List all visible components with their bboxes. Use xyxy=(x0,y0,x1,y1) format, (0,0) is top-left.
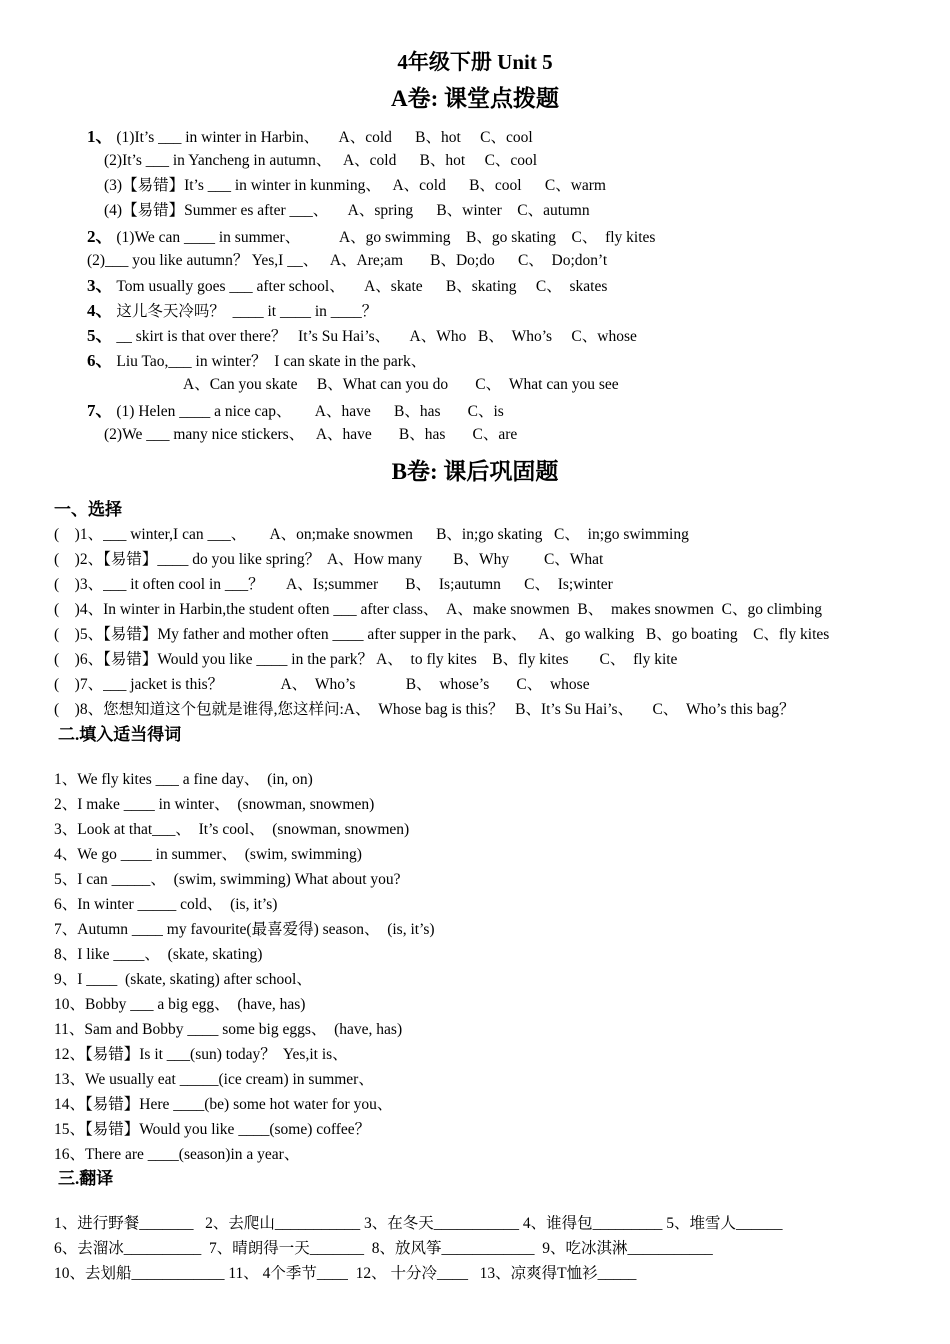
choice-item: ( )8、您想知道这个包就是谁得,您这样问:A、 Whose bag is this？ B、It’s Su Hai’s、 C、 Who’s this bag？ xyxy=(54,701,795,718)
choice-item: ( )7、___ jacket is this？ A、 Who’s B、 whose’s C、 whose xyxy=(54,676,590,693)
fill-item: 8、I like ____、 (skate, skating) xyxy=(54,946,263,963)
choice-item: ( )6、【易错】Would you like ____ in the park？ A、 to fly kites B、fly kites C、 fly kite xyxy=(54,651,678,668)
question-text: (4)【易错】Summer es after ___、 A、spring B、winter C、autumn xyxy=(104,202,590,219)
part-a-line xyxy=(104,176,606,196)
section-3-title: 三.翻译 xyxy=(58,1169,114,1188)
question-number: 1、 xyxy=(87,127,113,146)
part-a-line xyxy=(87,227,655,248)
part-a-line xyxy=(87,351,426,372)
part-a-line xyxy=(104,425,517,445)
fill-item: 7、Autumn ____ my favourite(最喜爱得) season、 (is, it’s) xyxy=(54,921,435,938)
section-1-title: 一、选择 xyxy=(54,500,122,519)
fill-item: 5、I can _____、 (swim, swimming) What about you? xyxy=(54,871,401,888)
question-text: 这儿冬天冷吗？ ____ it ____ in ____？ xyxy=(112,303,378,320)
part-a-title: A卷: 课堂点拨题 xyxy=(390,86,560,111)
choice-item: ( )2、【易错】____ do you like spring？ A、How many B、Why C、What xyxy=(54,551,604,568)
question-text: A、Can you skate B、What can you do C、 What can you see xyxy=(183,376,619,393)
question-number: 5、 xyxy=(87,326,113,345)
question-text: (2)It’s ___ in Yancheng in autumn、 A、cold B、hot C、cool xyxy=(104,152,538,169)
fill-item: 3、Look at that___、 It’s cool、 (snowman, snowmen) xyxy=(54,821,410,838)
translation-line: 1、进行野餐_______ 2、去爬山___________ 3、在冬天___________ 4、谁得包_________ 5、堆雪人______ xyxy=(54,1215,783,1232)
part-a-line xyxy=(87,251,607,271)
question-text: Tom usually goes ___ after school、 A、skate B、skating C、 skates xyxy=(112,278,608,295)
fill-item: 6、In winter _____ cold、 (is, it’s) xyxy=(54,896,278,913)
part-a-line xyxy=(104,201,590,221)
question-text: (1)We can ____ in summer、 A、go swimming B、go skating C、 fly kites xyxy=(112,229,656,246)
question-text: (1)It’s ___ in winter in Harbin、 A、cold B、hot C、cool xyxy=(112,129,533,146)
question-number: 3、 xyxy=(87,276,113,295)
fill-item: 15、【易错】Would you like ____(some) coffee？ xyxy=(54,1121,371,1138)
part-a-line xyxy=(183,375,619,395)
fill-item: 1、We fly kites ___ a fine day、 (in, on) xyxy=(54,771,313,788)
fill-item: 14、【易错】Here ____(be) some hot water for you、 xyxy=(54,1096,393,1113)
translation-line: 10、去划船____________ 11、 4个季节____ 12、 十分冷____ 13、凉爽得T恤衫_____ xyxy=(54,1265,637,1282)
choice-item: ( )5、【易错】My father and mother often ____ after supper in the park、 A、go walking B、go boating C、fly kites xyxy=(54,626,830,643)
question-text: (1) Helen ____ a nice cap、 A、have B、has C、is xyxy=(112,403,504,420)
fill-item: 12、【易错】Is it ___(sun) today？ Yes,it is、 xyxy=(54,1046,348,1063)
part-b-title: B卷: 课后巩固题 xyxy=(391,459,559,484)
part-a-line xyxy=(87,326,637,347)
fill-item: 2、I make ____ in winter、 (snowman, snowmen) xyxy=(54,796,375,813)
document-title: 4年级下册 Unit 5 xyxy=(397,50,553,74)
translation-line: 6、去溜冰__________ 7、晴朗得一天_______ 8、放风筝____________ 9、吃冰淇淋___________ xyxy=(54,1240,713,1257)
question-number: 4、 xyxy=(87,301,113,320)
question-text: (2)We ___ many nice stickers、 A、have B、has C、are xyxy=(104,426,518,443)
question-number: 2、 xyxy=(87,227,113,246)
fill-item: 13、We usually eat _____(ice cream) in summer、 xyxy=(54,1071,374,1088)
fill-item: 16、There are ____(season)in a year、 xyxy=(54,1146,300,1163)
part-a-line xyxy=(104,151,537,171)
question-text: (2)___ you like autumn？ Yes,I __、 A、Are;am B、Do;do C、 Do;don’t xyxy=(87,252,608,269)
question-text: __ skirt is that over there？ It’s Su Hai’s、 A、Who B、 Who’s C、whose xyxy=(112,328,637,345)
part-a-line xyxy=(87,301,377,322)
fill-item: 11、Sam and Bobby ____ some big eggs、 (have, has) xyxy=(54,1021,403,1038)
question-number: 7、 xyxy=(87,401,113,420)
choice-item: ( )4、In winter in Harbin,the student often ___ after class、 A、make snowmen B、 makes snowmen C、go climbing xyxy=(54,601,822,618)
part-a-line xyxy=(87,401,504,422)
question-text: Liu Tao,___ in winter？ I can skate in the park、 xyxy=(112,353,427,370)
choice-item: ( )3、___ it often cool in ___？ A、Is;summer B、 Is;autumn C、 Is;winter xyxy=(54,576,613,593)
fill-item: 10、Bobby ___ a big egg、 (have, has) xyxy=(54,996,306,1013)
fill-item: 9、I ____ (skate, skating) after school、 xyxy=(54,971,312,988)
part-a-line xyxy=(87,276,607,297)
section-2-title: 二.填入适当得词 xyxy=(58,725,182,744)
fill-item: 4、We go ____ in summer、 (swim, swimming) xyxy=(54,846,362,863)
question-number: 6、 xyxy=(87,351,113,370)
choice-item: ( )1、___ winter,I can ___、 A、on;make snowmen B、in;go skating C、 in;go swimming xyxy=(54,526,689,543)
part-a-line xyxy=(87,127,533,148)
question-text: (3)【易错】It’s ___ in winter in kunming、 A、cold B、cool C、warm xyxy=(104,177,606,194)
